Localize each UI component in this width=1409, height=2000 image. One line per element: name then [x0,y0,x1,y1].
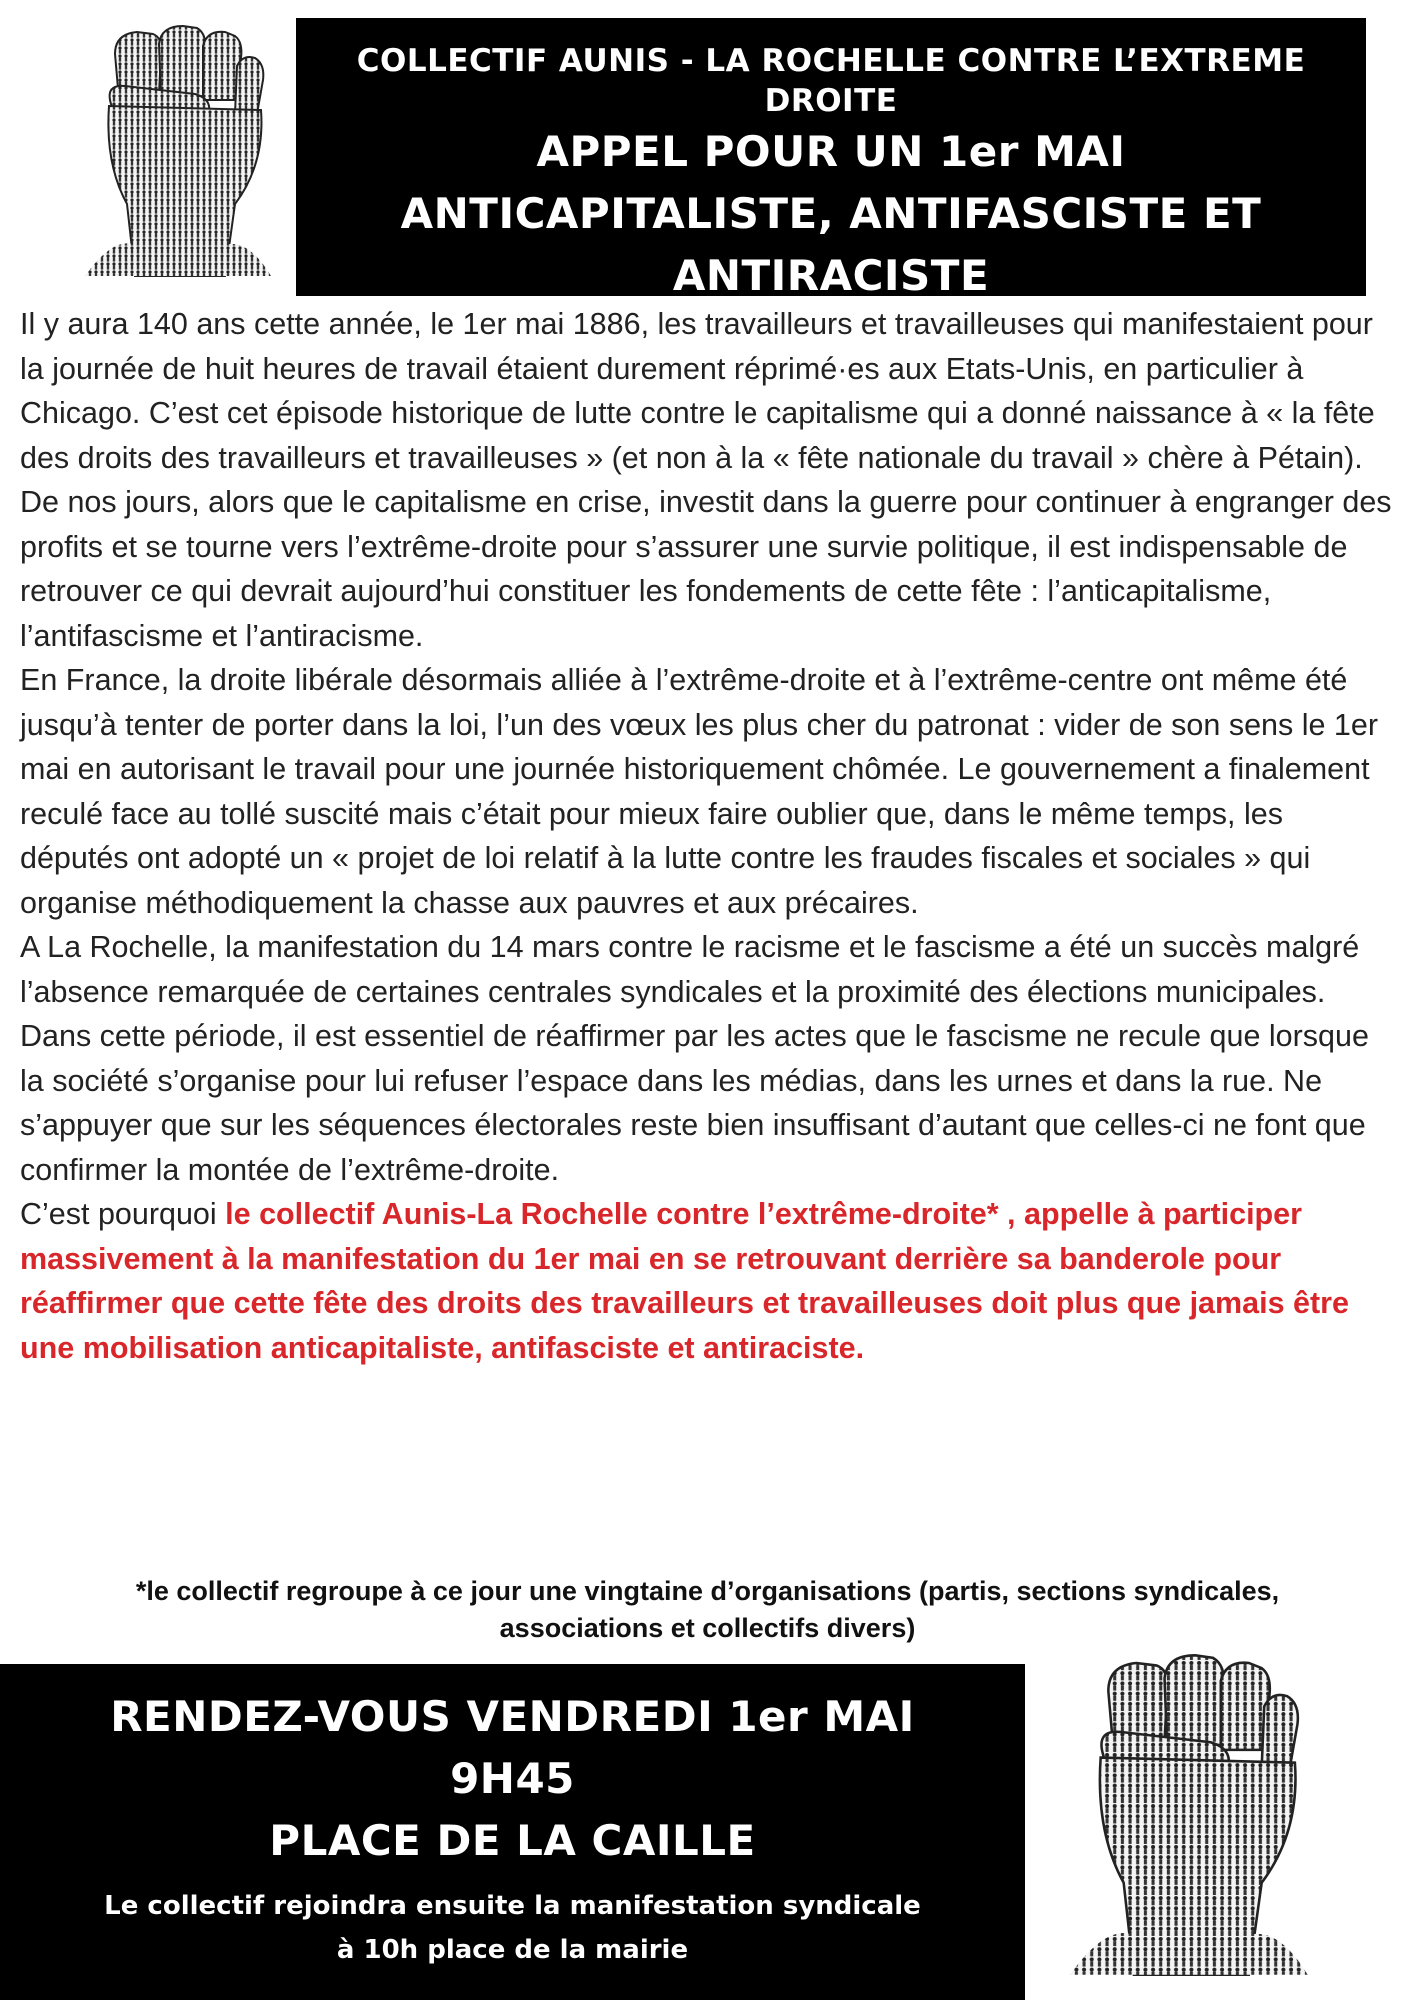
rendezvous-note-line-2: à 10h place de la mairie [336,1935,689,1965]
footnote-line-1: *le collectif regroupe à ce jour une vingtaine d’organisations (partis, sections syndicales, [135,1576,1280,1606]
call-intro: C’est pourquoi [20,1197,226,1231]
footnote-line-2: associations et collectifs divers) [499,1613,916,1643]
title-line-1: APPEL POUR UN 1er MAI [536,127,1126,176]
rendezvous-banner [0,1664,1025,2000]
rendezvous-note-line-1: Le collectif rejoindra ensuite la manifestation syndicale [104,1891,921,1921]
raised-fist-crowd-icon [1055,1640,1315,1985]
body-text [20,302,1395,1370]
call-highlight: le collectif Aunis-La Rochelle contre l’extrême-droite* , appelle à participer massivement à la manifestation du 1er mai en se retrouvant derrière sa banderole pour réaffirmer que cette fête des droits des travailleurs et travailleuses doit plus que jamais être une mobilisation anticapitaliste, antifasciste et antiraciste. [20,1197,1349,1365]
title-line-3: ANTIRACISTE [672,251,990,300]
header-banner [296,18,1366,300]
rendezvous-date: RENDEZ-VOUS VENDREDI 1er MAI [110,1692,915,1741]
paragraph-la-rochelle: A La Rochelle, la manifestation du 14 mars contre le racisme et le fascisme a été un succès malgré l’absence remarquée de certaines centrales syndicales et la proximité des élections municipales. [20,930,1360,1009]
rendezvous-place: PLACE DE LA CAILLE [269,1816,756,1865]
title-line-2: ANTICAPITALISTE, ANTIFASCISTE ET [400,189,1262,238]
rendezvous-time: 9H45 [450,1754,575,1803]
paragraph-period: Dans cette période, il est essentiel de réaffirmer par les actes que le fascisme ne recule que lorsque la société s’organise pour lui refuser l’espace dans les médias, dans les urnes et dans la rue. Ne s’appuyer que sur les séquences électorales reste bien insuffisant d’autant que celles-ci ne font que confirmer la montée de l’extrême-droite. [20,1019,1369,1187]
footnote [20,1573,1395,1647]
paragraph-today: De nos jours, alors que le capitalisme en crise, investit dans la guerre pour continuer à engranger des profits et se tourne vers l’extrême-droite pour s’assurer une survie politique, il est indispensable de retrouver ce qui devrait aujourd’hui constituer les fondements de cette fête : l’anticapitalisme, l’antifascisme et l’antiracisme. [20,485,1392,653]
raised-fist-drawing [70,14,280,284]
paragraph-france: En France, la droite libérale désormais alliée à l’extrême-droite et à l’extrême-centre ont même été jusqu’à tenter de porter dans la loi, l’un des vœux les plus cher du patronat : vider de son sens le 1er mai en autorisant le travail pour une journée historiquement chômée. Le gouvernement a finalement reculé face au tollé suscité mais c’était pour mieux faire oublier que, dans le même temps, les députés ont adopté un « projet de loi relatif à la lutte contre les fraudes fiscales et sociales » qui organise méthodiquement la chasse aux pauvres et aux précaires. [20,663,1379,920]
paragraph-call [20,1192,1395,1370]
raised-fist-drawing [1055,1640,1315,1985]
raised-fist-crowd-icon [70,14,280,284]
organization-name: COLLECTIF AUNIS - LA ROCHELLE CONTRE L’EXTREME DROITE [356,43,1306,119]
paragraph-history: Il y aura 140 ans cette année, le 1er mai 1886, les travailleurs et travailleuses qui manifestaient pour la journée de huit heures de travail étaient durement réprimé·es aux Etats-Unis, en particulier à Chicago. C’est cet épisode historique de lutte contre le capitalisme qui a donné naissance à « la fête des droits des travailleurs et travailleuses » (et non à la « fête nationale du travail » chère à Pétain). [20,307,1375,475]
